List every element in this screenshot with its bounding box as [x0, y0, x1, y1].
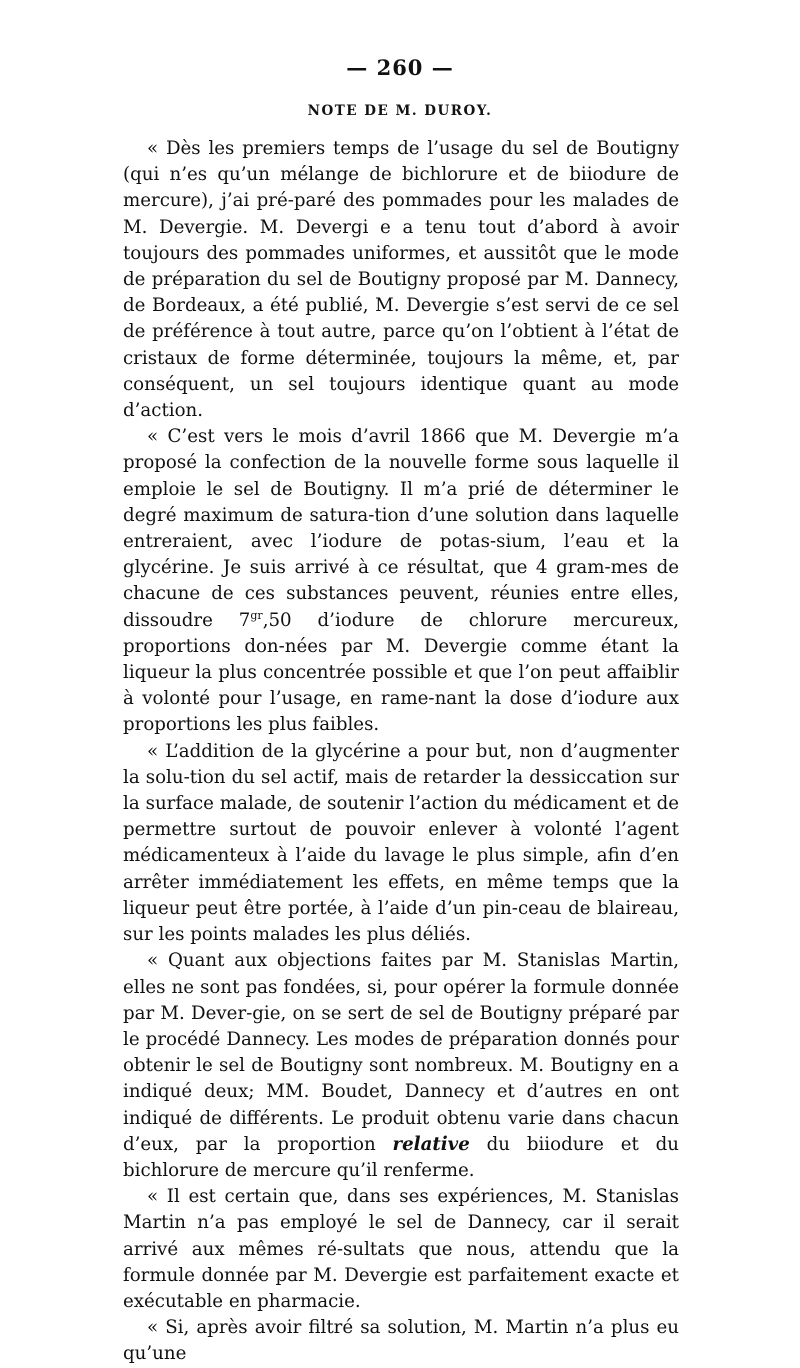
paragraph-1: « Dès les premiers temps de l’usage du sel de Boutigny (qui n’es qu’un mélange de bichlorure et de biiodure de mercure), j’ai pré-paré des pommades pour les malades de M. Devergie. M. Devergi e a tenu tout d’abord à avoir toujours des pommades uniformes, et aussitôt que le mode de préparation du sel de Boutigny proposé par M. Dannecy, de Bordeaux, a été publié, M. Devergie s’est servi de ce sel de préférence à tout autre, parce qu’on l’obtient à l’état de cristaux de forme déterminée, toujours la même, et, par conséquent, un sel toujours identique quant au mode d’action.: [123, 138, 679, 422]
section-heading: NOTE DE M. DUROY.: [307, 103, 493, 119]
paragraph-3: « L’addition de la glycérine a pour but, non d’augmenter la solu-tion du sel actif, mais de retarder la dessiccation sur la surface malade, de soutenir l’action du médicament et de permettre surtout de pouvoir enlever à volonté l’agent médicamenteux à l’aide du lavage le plus simple, afin d’en arrêter immédiatement les effets, en même temps que la liqueur peut être portée, à l’aide d’un pin-ceau de blaireau, sur les points malades les plus déliés.: [123, 740, 679, 946]
paragraph-2: [123, 424, 679, 738]
paragraph-4: [123, 948, 679, 1184]
paragraph-2-text-b: ,50 d’iodure de chlorure mercureux, proportions don-nées par M. Devergie comme étant la liqueur la plus concentrée possible et que l’on peut affaiblir à volonté pour l’usage, en rame-nant la dose d’iodure aux proportions les plus faibles.: [123, 609, 679, 736]
body-text: [123, 136, 679, 1368]
italic-word: relative: [392, 1133, 470, 1155]
page-number: — 260 —: [346, 55, 454, 80]
gram-superscript: gr: [250, 608, 263, 622]
paragraph-2-text-a: « C’est vers le mois d’avril 1866 que M. Devergie m’a proposé la confection de la nouvelle forme sous laquelle il emploie le sel de Boutigny. Il m’a prié de déterminer le degré maximum de satura-tion d’une solution dans laquelle entreraient, avec l’iodure de potas-sium, l’eau et la glycérine. Je suis arrivé à ce résultat, que 4 gram-mes de chacune de ces substances peuvent, réunies entre elles, dissoudre 7: [123, 426, 679, 631]
paragraph-5: « Il est certain que, dans ses expériences, M. Stanislas Martin n’a pas employé le sel de Dannecy, car il serait arrivé aux mêmes ré-sultats que nous, attendu que la formule donnée par M. Devergie est parfaitement exacte et exécutable en pharmacie.: [123, 1186, 679, 1312]
paragraph-4-text-a: « Quant aux objections faites par M. Stanislas Martin, elles ne sont pas fondées, si, pour opérer la formule donnée par M. Dever-gie, on se sert de sel de Boutigny préparé par le procédé Dannecy. Les modes de préparation donnés pour obtenir le sel de Boutigny sont nombreux. M. Boutigny en a indiqué deux; MM. Boudet, Dannecy et d’autres en ont indiqué de différents. Le produit obtenu varie dans chacun d’eux, par la proportion: [123, 950, 679, 1155]
paragraph-4-text-b: du biiodure et du bichlorure de mercure qu’il renferme.: [123, 1133, 679, 1181]
paragraph-6: « Si, après avoir filtré sa solution, M. Martin n’a plus eu qu’une: [123, 1317, 679, 1365]
